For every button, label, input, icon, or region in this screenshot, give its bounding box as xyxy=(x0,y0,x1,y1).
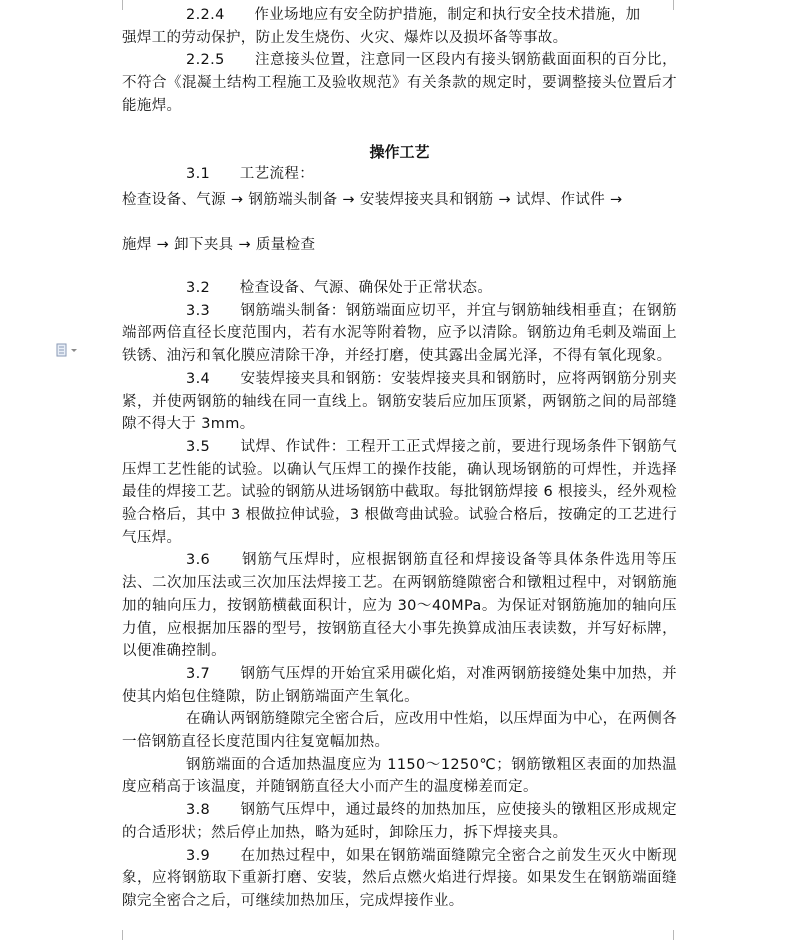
paragraph-3-7: 3.7 钢筋气压焊的开始宜采用碳化焰，对准两钢筋接缝处集中加热，并使其内焰包住缝隙，防止钢筋端面产生氧化。 xyxy=(122,665,677,705)
page-corner-mark xyxy=(673,930,682,940)
paragraph-2-2-4: 2.2.4 作业场地应有安全防护措施，制定和执行安全技术措施，加 xyxy=(186,7,641,23)
paragraph-3-2: 3.2 检查设备、气源、确保处于正常状态。 xyxy=(186,280,493,296)
section-heading: 操作工艺 xyxy=(369,143,430,161)
paragraph-3-4: 3.4 安装焊接夹具和钢筋：安装焊接夹具和钢筋时，应将两钢筋分别夹紧，并使两钢筋的轴线在同一直线上。钢筋安装后应加压顶紧，两钢筋之间的局部缝隙不得大于 3mm。 xyxy=(122,370,677,433)
paragraph-3-1-wrap xyxy=(122,163,677,186)
paragraph-3-8: 3.8 钢筋气压焊中，通过最终的加热加压，应使接头的镦粗区形成规定的合适形状；然后停止加热，略为延时，卸除压力，拆下焊接夹具。 xyxy=(122,802,677,841)
paragraph-3-6: 3.6 钢筋气压焊时，应根据钢筋直径和焊接设备等具体条件选用等压法、二次加压法或三次加压法焊接工艺。在两钢筋缝隙密合和镦粗过程中，对钢筋施加的轴向压力，按钢筋横截面积计，应为 30～40MPa。为保证对钢筋施加的轴向压力值，应根据加压器的型号，按钢筋直径大小事先换算成油压表读数，并写好标牌，以便准确控制。 xyxy=(122,552,677,660)
paragraph-3-1: 3.1 工艺流程： xyxy=(186,166,315,182)
paragraph-3-7-c: 钢筋端面的合适加热温度应为 1150～1250℃；钢筋镦粗区表面的加热温度应稍高于该温度，并随钢筋直径大小而产生的温度梯差而定。 xyxy=(122,756,677,796)
paragraph-2-2-5: 2.2.5 注意接头位置，注意同一区段内有接头钢筋截面面积的百分比，不符合《混凝土结构工程施工及验收规范》有关条款的规定时，要调整接头位置后才能施焊。 xyxy=(122,52,677,114)
page-corner-mark xyxy=(114,930,123,940)
paragraph-3-9: 3.9 在加热过程中，如果在钢筋端面缝隙完全密合之前发生灭火中断现象，应将钢筋取下重新打磨、安装，然后点燃火焰进行焊接。如果发生在钢筋端面缝隙完全密合之后，可继续加热加压，完成焊接作业。 xyxy=(122,847,677,909)
paragraph-2-2-4-continued: 强焊工的劳动保护，防止发生烧伤、火灾、爆炸以及损坏备等事故。 xyxy=(122,29,568,46)
section-2-text xyxy=(122,4,677,118)
paragraph-3-5: 3.5 试焊、作试件：工程开工正式焊接之前，要进行现场条件下钢筋气压焊工艺性能的试验。以确认气压焊工的操作技能，确认现场钢筋的可焊性，并选择最佳的焊接工艺。试验的钢筋从进场钢筋中截取。每批钢筋焊接 6 根接头，经外观检验合格后，其中 3 根做拉伸试验，3 根做弯曲试验。试验合格后，按确定的工艺进行气压焊。 xyxy=(122,438,677,546)
paragraph-3-7-b: 在确认两钢筋缝隙完全密合后，应改用中性焰，以压焊面为中心，在两侧各一倍钢筋直径长度范围内往复宽幅加热。 xyxy=(122,711,677,751)
section-3-body xyxy=(122,277,677,913)
paragraph-3-3: 3.3 钢筋端头制备：钢筋端面应切平，并宜与钢筋轴线相垂直；在钢筋端部两倍直径长度范围内，若有水泥等附着物，应予以清除。钢筋边角毛刺及端面上铁锈、油污和氧化膜应清除干净，并经打磨，使其露出金属光泽，不得有氧化现象。 xyxy=(122,302,677,365)
document-comment-icon[interactable] xyxy=(56,343,78,357)
process-flow-line-1: 检查设备、气源 → 钢筋端头制备 → 安装焊接夹具和钢筋 → 试焊、作试件 → xyxy=(122,192,623,208)
process-flow-line-2: 施焊 → 卸下夹具 → 质量检查 xyxy=(122,237,316,253)
